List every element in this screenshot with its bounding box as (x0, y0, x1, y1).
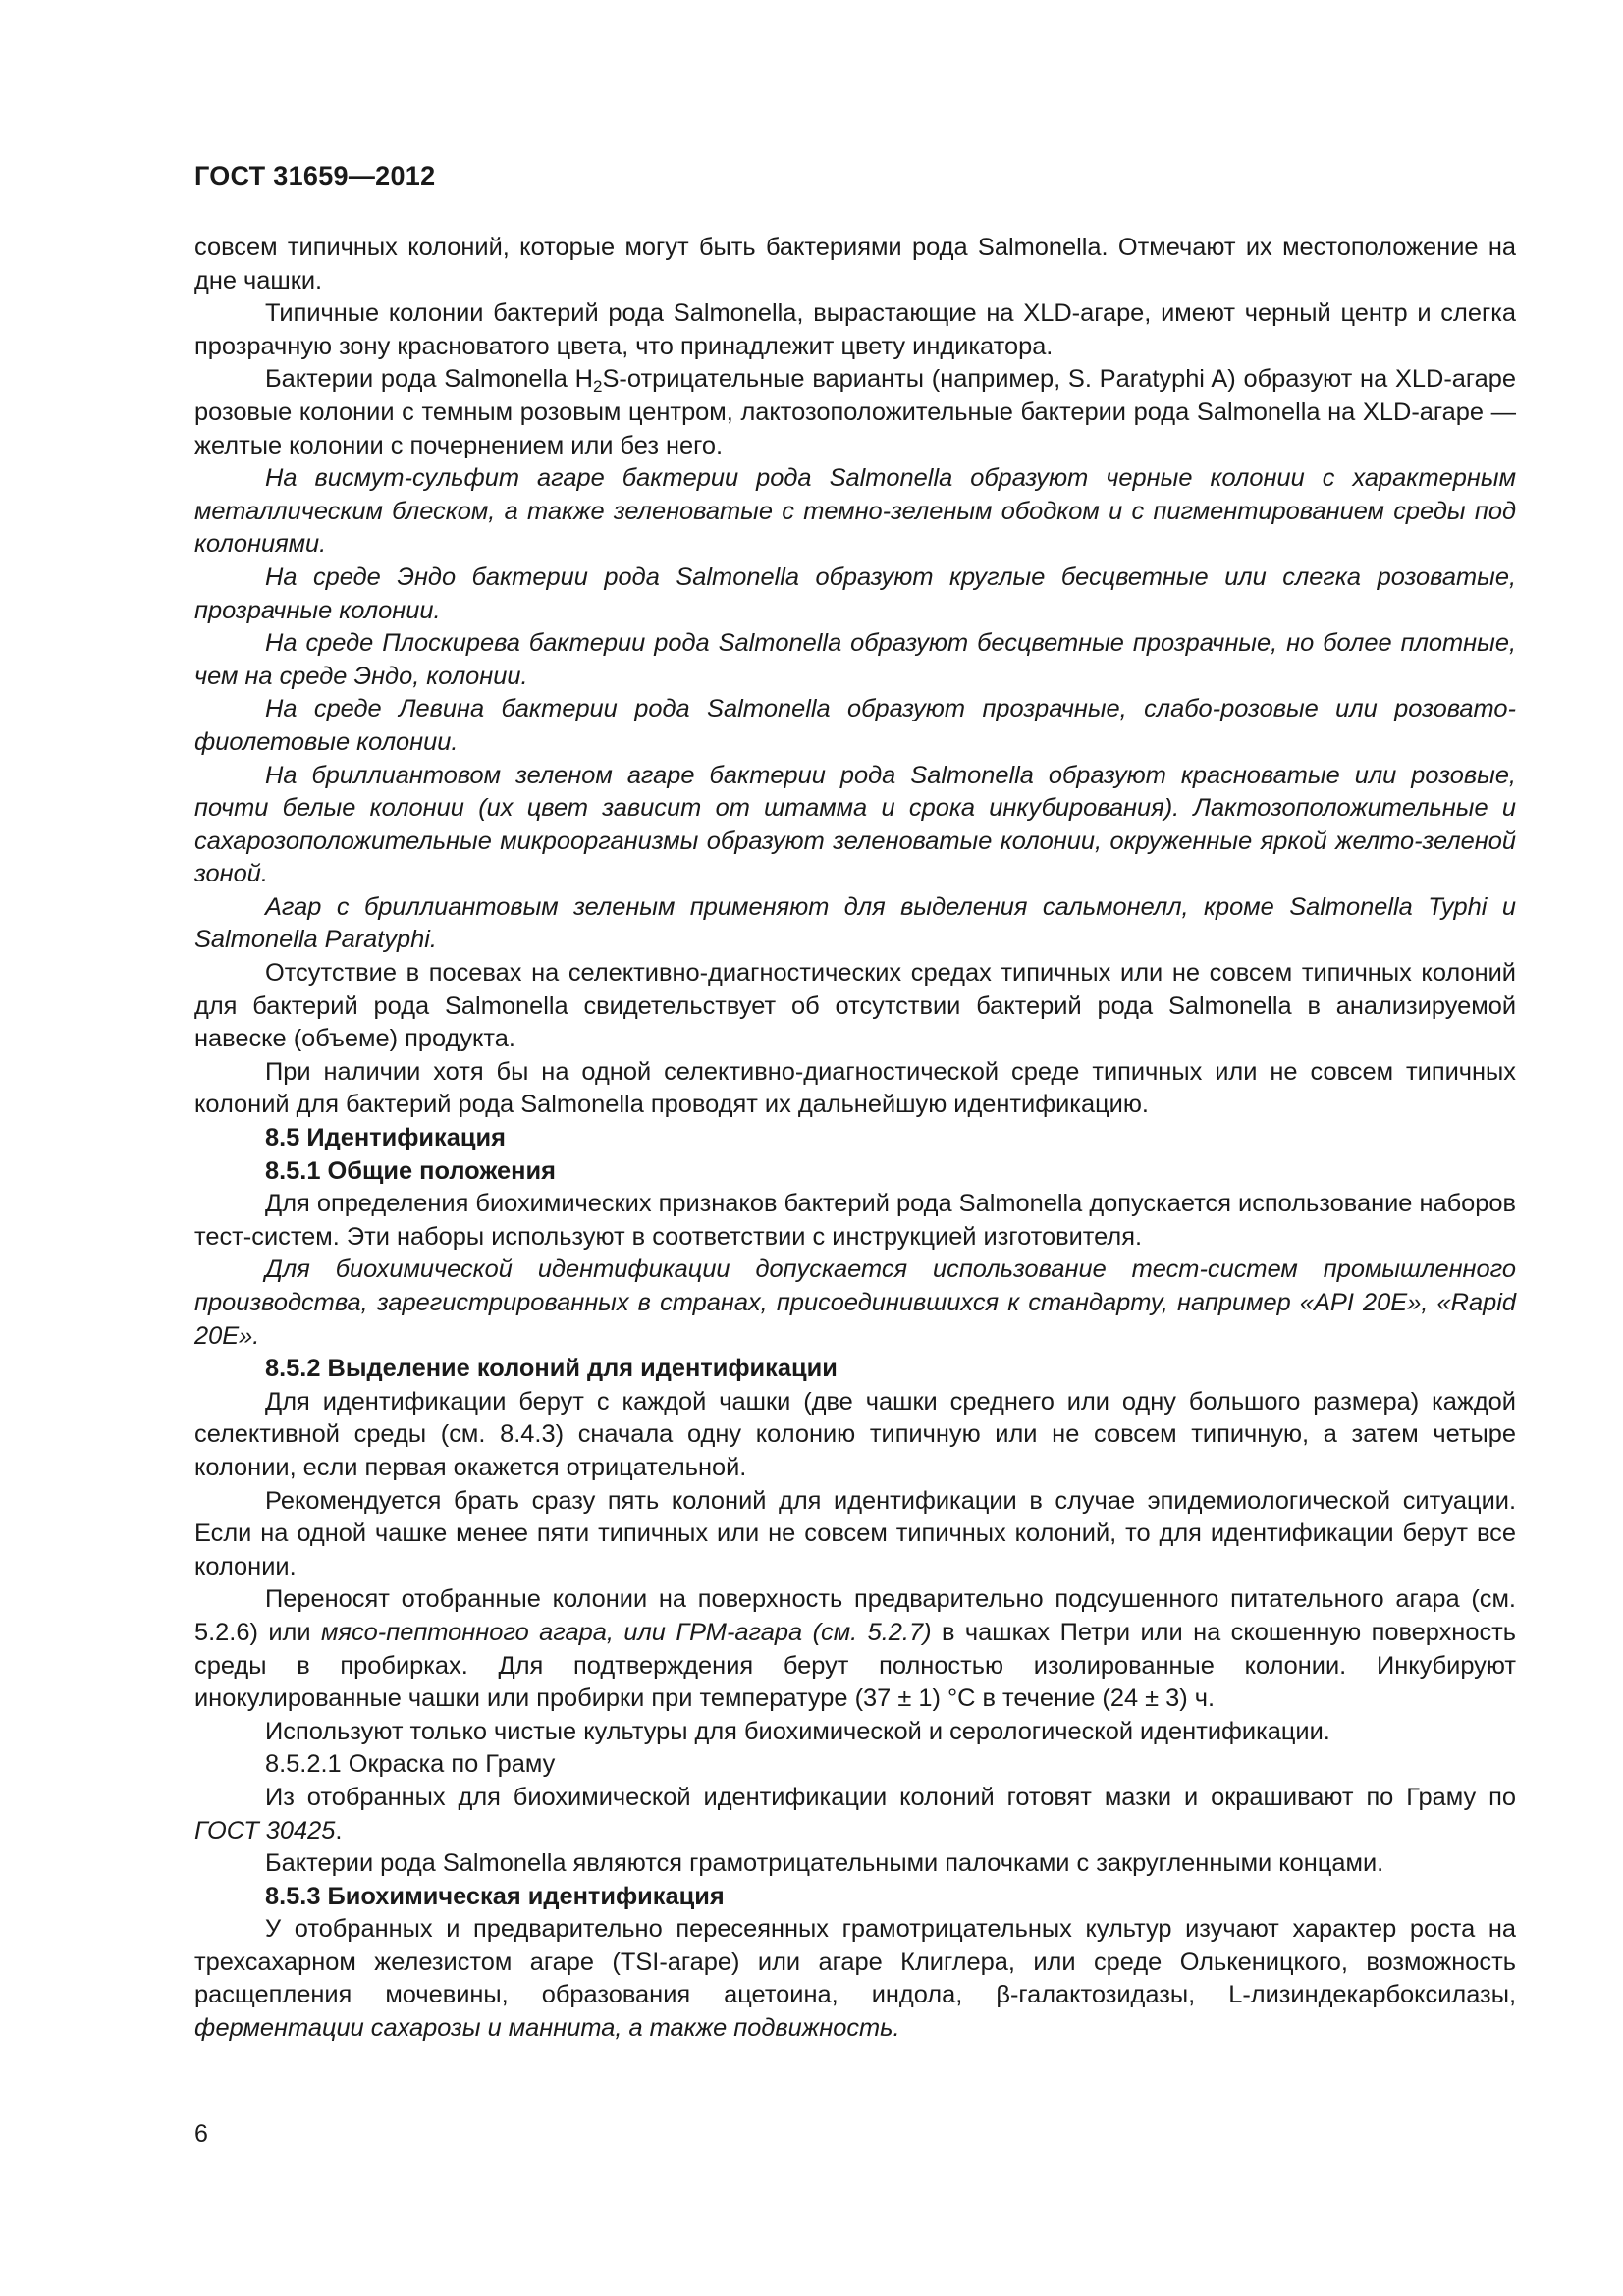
document-body (194, 232, 1516, 2046)
clause-heading: 8.5.2.1 Окраска по Граму (265, 1750, 556, 1779)
italic-text: ферментации сахарозы и маннита, а также подвижность. (194, 2014, 900, 2043)
paragraph (194, 1913, 1516, 2045)
paragraph: Типичные колонии бактерий рода Salmonella, вырастающие на XLD-агаре, имеют черный центр и слегка прозрачную зону красноватого цвета, что принадлежит цвету индикатора. (194, 299, 1516, 360)
paragraph: На бриллиантовом зеленом агаре бактерии рода Salmonella образуют красноватые или розовые, почти белые колонии (их цвет зависит от штамма и срока инкубирования). Лактозоположительные и сахарозоположительные микроорганизмы образуют зеленоватые колонии, окруженные яркой желто-зеленой зоной. (194, 761, 1516, 888)
paragraph (194, 1782, 1516, 1847)
text-run: Из отобранных для биохимической идентификации колоний готовят мазки и окрашивают по Граму по (265, 1783, 1516, 1811)
paragraph (194, 363, 1516, 462)
subsection-heading: 8.5.1 Общие положения (265, 1156, 556, 1185)
paragraph: совсем типичных колоний, которые могут быть бактериями рода Salmonella. Отмечают их местоположение на дне чашки. (194, 234, 1516, 294)
paragraph: На среде Плоскирева бактерии рода Salmonella образуют бесцветные прозрачные, но более плотные, чем на среде Эндо, колонии. (194, 629, 1516, 690)
paragraph: Рекомендуется брать сразу пять колоний для идентификации в случае эпидемиологической ситуации. Если на одной чашке менее пяти типичных или не совсем типичных колоний, то для идентификации берут все колонии. (194, 1486, 1516, 1580)
text-run: Бактерии рода Salmonella H (265, 365, 594, 394)
paragraph: Используют только чистые культуры для биохимической и серологической идентификации. (265, 1717, 1330, 1745)
paragraph: На висмут-сульфит агаре бактерии рода Salmonella образуют черные колонии с характерным металлическим блеском, а также зеленоватые с темно-зеленым ободком и с пигментированием среды под колониями. (194, 464, 1516, 559)
paragraph: Агар с бриллиантовым зеленым применяют для выделения сальмонелл, кроме Salmonella Typhi и Salmonella Paratyphi. (194, 892, 1516, 954)
italic-reference: ГОСТ 30425 (194, 1816, 336, 1844)
page-number: 6 (194, 2120, 208, 2148)
subsection-heading: 8.5.3 Биохимическая идентификация (265, 1882, 725, 1910)
italic-reference: мясо-пептонного агара, или ГРМ-агара (см. 5.2.7) (320, 1618, 932, 1646)
subscript: 2 (593, 377, 603, 397)
paragraph: Для определения биохимических признаков бактерий рода Salmonella допускается использование наборов тест-систем. Эти наборы используют в соответствии с инструкцией изготовителя. (194, 1190, 1516, 1251)
text-run: У отобранных и предварительно пересеянных грамотрицательных культур изучают характер роста на трехсахарном железистом агаре (TSI-агаре) или агаре Клиглера, или среде Олькеницкого, возможность расщепления мочевины, образования ацетоина, индола, β-галактозидазы, L-лизиндекарбоксилазы, (194, 1915, 1516, 2009)
paragraph: При наличии хотя бы на одной селективно-диагностической среде типичных или не совсем типичных колоний для бактерий рода Salmonella проводят их дальнейшую идентификацию. (194, 1057, 1516, 1119)
text-run: S-отрицательные варианты (например, S. Paratyphi A) образуют на XLD-агаре розовые колонии с темным розовым центром, лактозоположительные бактерии рода Salmonella на XLD-агаре — желтые колонии с почернением или без него. (194, 365, 1516, 459)
paragraph: Для биохимической идентификации допускается использование тест-систем промышленного производства, зарегистрированных в странах, присоединившихся к стандарту, например «API 20E», «Rapid 20E». (194, 1255, 1516, 1350)
text-run: в чашках Петри или на скошенную поверхность среды в пробирках. Для подтверждения берут полностью изолированные колонии. Инкубируют инокулированные чашки или пробирки при температуре (37 ± 1) °С в течение (24 ± 3) ч. (194, 1618, 1517, 1713)
document-header: ГОСТ 31659—2012 (194, 161, 436, 190)
paragraph (194, 1583, 1516, 1715)
paragraph: Бактерии рода Salmonella являются грамотрицательными палочками с закругленными концами. (265, 1849, 1384, 1878)
paragraph: Для идентификации берут с каждой чашки (две чашки среднего или одну большого размера) каждой селективной среды (см. 8.4.3) сначала одну колонию типичную или не совсем типичную, а затем четыре колонии, если первая окажется отрицательной. (194, 1387, 1516, 1481)
text-run: Переносят отобранные колонии на поверхность предварительно подсушенного питательного агара (см. 5.2.6) или (194, 1585, 1516, 1646)
section-heading: 8.5 Идентификация (265, 1124, 506, 1152)
paragraph: На среде Левина бактерии рода Salmonella образуют прозрачные, слабо-розовые или розовато-фиолетовые колонии. (194, 695, 1516, 756)
paragraph: На среде Эндо бактерии рода Salmonella образуют круглые бесцветные или слегка розоватые, прозрачные колонии. (194, 562, 1516, 624)
paragraph: Отсутствие в посевах на селективно-диагностических средах типичных или не совсем типичных колоний для бактерий рода Salmonella свидетельствует об отсутствии бактерий рода Salmonella в анализируемой навеске (объеме) продукта. (194, 959, 1516, 1053)
text-run: . (335, 1816, 343, 1844)
subsection-heading: 8.5.2 Выделение колоний для идентификации (265, 1355, 838, 1383)
